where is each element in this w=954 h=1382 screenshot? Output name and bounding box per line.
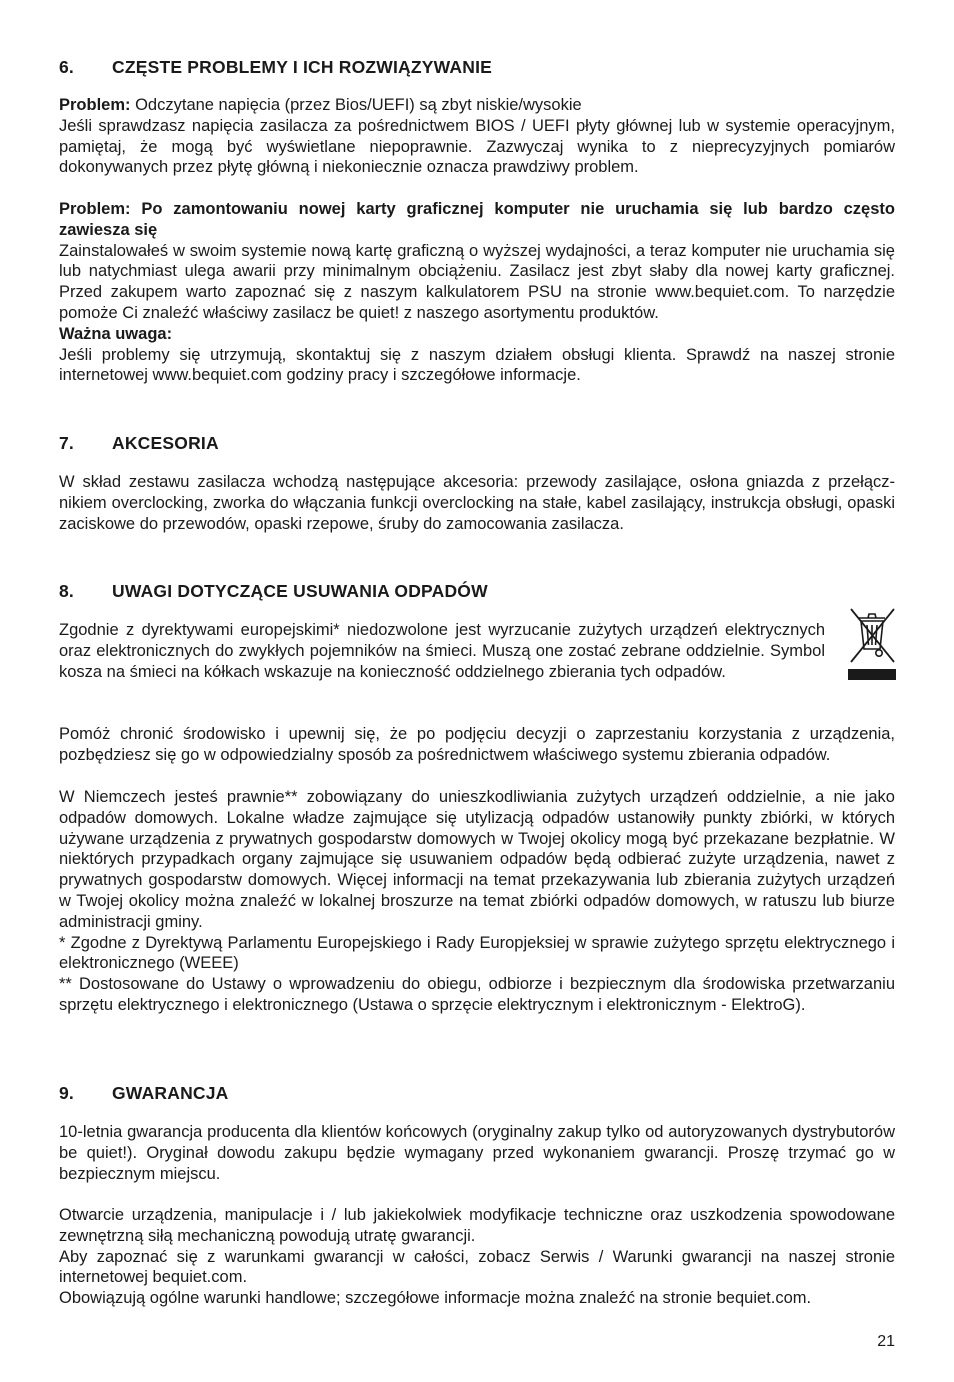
section-7-body [59, 472, 895, 534]
important-note-label: Ważna uwaga: [59, 324, 173, 343]
accessories-text: W skład zestawu zasilacza wchodzą następujące akcesoria: przewody zasilające, osłona gniazda z przełącz-nikiem overclocking, zworka do włączania funkcji overclocking na stałe, kabel zasilający, instrukcja obsługi, opaski zaciskowe do przewodów, opaski rzepowe, śruby do zamocowania zasilacza. [59, 473, 895, 533]
section-6-heading [59, 57, 895, 78]
section-7-heading [59, 433, 895, 454]
footnote-2: ** Dostosowane do Ustawy o wprowadzeniu do obiegu, odbiorze i bezpiecznym dla środowiska przetwarzaniu sprzętu elektrycznego i elektronicznego (Ustawa o sprzęcie elektrycznym i elektronicznym - ElektroG). [59, 975, 895, 1014]
warranty-void-text: Otwarcie urządzenia, manipulacje i / lub jakiekolwiek modyfikacje techniczne oraz uszkodzenia spowodowane zewnętrzną siłą mechaniczną powodują utratę gwarancji. [59, 1206, 895, 1245]
section-6-number: 6. [59, 57, 74, 77]
general-terms-text: Obowiązują ogólne warunki handlowe; szczegółowe informacje można znaleźć na stronie bequiet.com. [59, 1289, 812, 1308]
section-9-paragraph-1 [59, 1122, 895, 1184]
section-8-number: 8. [59, 581, 74, 601]
problem-1-label: Problem: [59, 96, 131, 114]
weee-directive-text: Zgodnie z dyrektywami europejskimi* niedozwolone jest wyrzucanie zużytych urządzeń elektrycznych oraz elektronicznych do zwykłych pojemników na śmieci. Muszą one zostać zebrane oddzielnie. Symbol kosza na śmieci na kółkach wskazuje na konieczność oddzielnego zbierania tych odpadów. [59, 621, 825, 681]
problem-2-title: Po zamontowaniu nowej karty graficznej komputer nie uruchamia się lub bardzo często zawiesza się [59, 200, 895, 239]
section-9-number: 9. [59, 1083, 74, 1103]
important-note-body: Jeśli problemy się utrzymują, skontaktuj się z naszym działem obsługi klienta. Sprawdź na naszej stronie internetowej www.bequiet.com godziny pracy i szczegółowe informacje. [59, 345, 895, 385]
section-8-paragraph-1 [59, 620, 825, 682]
problem-2-body: Zainstalowałeś w swoim systemie nową kartę graficzną o wyższej wydajności, a teraz komputer nie uruchamia się lub natychmiast ulega awarii przy minimalnym obciążeniu. Zasilacz jest zbyt słaby dla nowej karty graficznej. Przed zakupem warto zapoznać się z naszym kalkulatorem PSU na stronie www.bequiet.com. To narzędzie pomoże Ci znaleźć właściwy zasilacz be quiet! z naszego asortymentu produktów. [59, 241, 895, 322]
section-6-problem-2 [59, 199, 895, 386]
germany-disposal-text: W Niemczech jesteś prawnie** zobowiązany do unieszkodliwiania zużytych urządzeń oddzielnie, a nie jako odpadów domowych. Lokalne władze zajmujące się utylizacją odpadów ustanowiły punkty zbiórki, w których używane urządzenia z prywatnych gospodarstw domowych w Twojej okolicy mogą być przekazane bezpłatnie. W niektórych przypadkach organy zajmujące się usuwaniem odpadów będą odbierać zużyte urządzenia, nawet z prywatnych gospodarstw domowych. Więcej informacji na temat przekazywania lub zbierania zużytych urządzeń w Twojej okolicy można znaleźć w lokalnej broszurze na temat zbiórki odpadów domowych, w ratuszu lub biurze administracji gminy. [59, 788, 895, 931]
section-8-paragraph-3 [59, 787, 895, 1016]
section-8-paragraph-2 [59, 724, 895, 766]
warranty-terms-text: Aby zapoznać się z warunkami gwarancji w całości, zobacz Serwis / Warunki gwarancji na naszej stronie internetowej bequiet.com. [59, 1247, 895, 1287]
section-7-number: 7. [59, 433, 74, 453]
section-9-paragraph-2 [59, 1205, 895, 1309]
problem-2-label: Problem: [59, 200, 131, 218]
section-8-title: UWAGI DOTYCZĄCE USUWANIA ODPADÓW [112, 581, 488, 601]
section-8-heading [59, 581, 895, 602]
section-9-title: GWARANCJA [112, 1083, 229, 1103]
crossed-out-wheelie-bin-icon [848, 606, 896, 680]
section-7-title: AKCESORIA [112, 433, 219, 453]
problem-1-body: Jeśli sprawdzasz napięcia zasilacza za pośrednictwem BIOS / UEFI płyty głównej lub w systemie operacyjnym, pamiętaj, że mogą być wyświetlane niepoprawnie. Zazwyczaj wynika to z nieprecyzyjnych pomiarów dokonywanych przez płytę główną i niekoniecznie oznacza prawdziwy problem. [59, 116, 895, 177]
section-9-heading [59, 1083, 895, 1104]
section-6-problem-1 [59, 95, 895, 178]
section-6-title: CZĘSTE PROBLEMY I ICH ROZWIĄZYWANIE [112, 57, 493, 77]
page-number: 21 [877, 1333, 895, 1350]
footnote-1: * Zgodne z Dyrektywą Parlamentu Europejskiego i Rady Europjeksiej w sprawie zużytego sprzętu elektrycznego i elektronicznego (WEEE) [59, 933, 895, 973]
environment-text: Pomóż chronić środowisko i upewnij się, że po podjęciu decyzji o zaprzestaniu korzystania z urządzenia, pozbędziesz się go w odpowiedzialny sposób za pośrednictwem właściwego systemu zbierania odpadów. [59, 725, 895, 764]
problem-1-title: Odczytane napięcia (przez Bios/UEFI) są zbyt niskie/wysokie [130, 96, 582, 114]
warranty-text: 10-letnia gwarancja producenta dla klientów końcowych (oryginalny zakup tylko od autoryzowanych dystrybutorów be quiet!). Oryginał dowodu zakupu będzie wymagany przed wykonaniem gwarancji. Proszę trzymać go w bezpiecznym miejscu. [59, 1123, 895, 1183]
